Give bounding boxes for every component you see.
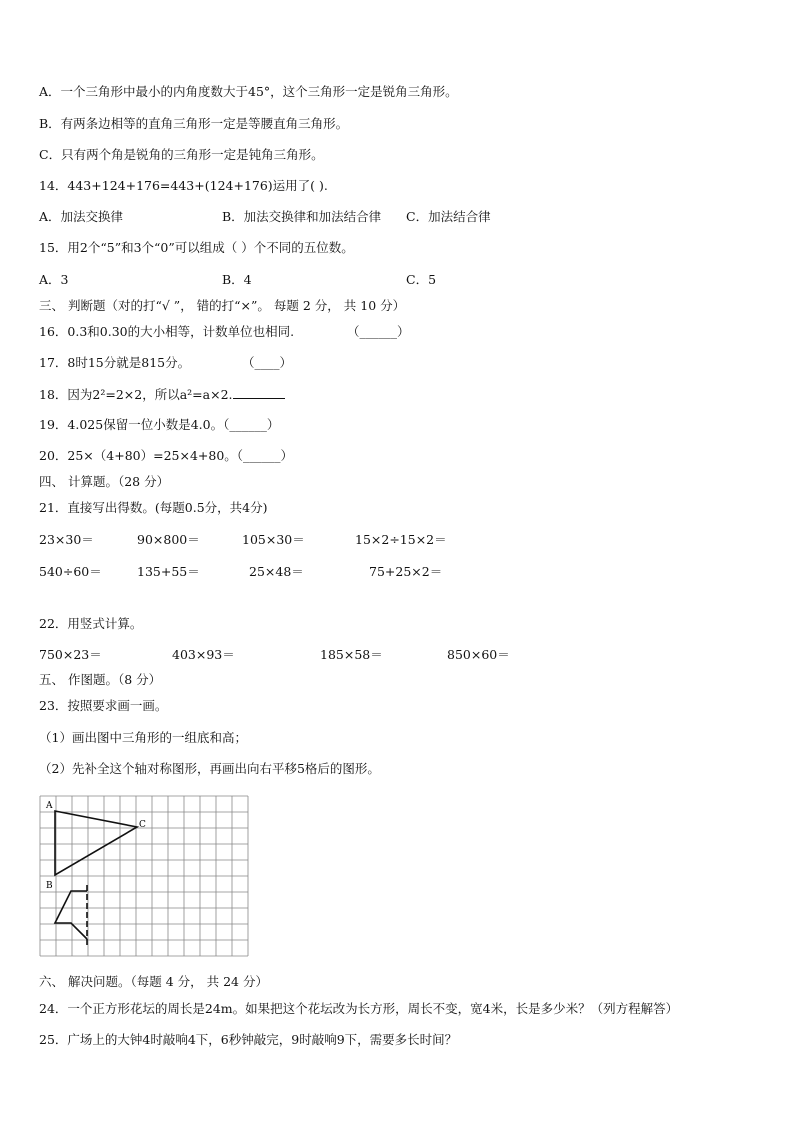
question-24: 24．一个正方形花坛的周长是24m。如果把这个花坛改为长方形，周长不变，宽4米，长是多少米？（列方程解答） bbox=[39, 1001, 679, 1016]
vertical-calc-2: 403×93＝ bbox=[172, 647, 235, 662]
question-23: 23．按照要求画一画。 bbox=[39, 698, 168, 713]
section-3-heading: 三、 判断题（对的打“√ ”， 错的打“×”。 每题 2 分， 共 10 分） bbox=[39, 298, 406, 313]
q14-option-a: A．加法交换律 bbox=[39, 209, 124, 224]
question-16: 16．0.3和0.30的大小相等，计数单位也相同. bbox=[39, 324, 295, 339]
q14-option-c: C．加法结合律 bbox=[406, 209, 491, 224]
drawing-grid-figure[interactable] bbox=[39, 795, 253, 961]
question-18 bbox=[39, 386, 285, 403]
question-21: 21．直接写出得数。(每题0.5分，共4分) bbox=[39, 500, 268, 515]
calc-r2c4: 75+25×2＝ bbox=[369, 564, 443, 579]
calc-r1c4: 15×2÷15×2＝ bbox=[355, 532, 447, 547]
q15-option-a: A．3 bbox=[39, 272, 69, 287]
calc-r2c3: 25×48＝ bbox=[249, 564, 304, 579]
q23-part-1: （1）画出图中三角形的一组底和高； bbox=[39, 730, 247, 745]
calc-r1c1: 23×30＝ bbox=[39, 532, 94, 547]
vertical-calc-4: 850×60＝ bbox=[447, 647, 510, 662]
question-15: 15．用2个“5”和3个“0”可以组成（ ）个不同的五位数。 bbox=[39, 240, 354, 255]
q15-option-b: B．4 bbox=[222, 272, 252, 287]
question-17: 17．8时15分就是815分。 bbox=[39, 355, 191, 370]
q13-option-c: C．只有两个角是锐角的三角形一定是钝角三角形。 bbox=[39, 147, 324, 162]
vertical-calc-3: 185×58＝ bbox=[320, 647, 383, 662]
calc-r2c2: 135+55＝ bbox=[137, 564, 200, 579]
q13-option-a: A．一个三角形中最小的内角度数大于45°，这个三角形一定是锐角三角形。 bbox=[39, 84, 458, 99]
q13-option-b: B．有两条边相等的直角三角形一定是等腰直角三角形。 bbox=[39, 116, 349, 131]
triangle-abc bbox=[55, 811, 137, 875]
question-25: 25．广场上的大钟4时敲响4下，6秒钟敲完，9时敲响9下，需要多长时间？ bbox=[39, 1032, 458, 1047]
vertex-label-b: B bbox=[46, 881, 53, 891]
q15-option-c: C．5 bbox=[406, 272, 437, 287]
question-20: 20．25×（4+80）=25×4+80。（______） bbox=[39, 448, 294, 463]
half-symmetric-shape bbox=[55, 891, 87, 939]
vertex-label-a: A bbox=[46, 801, 53, 811]
q18-text: 18．因为2²=2×2，所以a²=a×2. bbox=[39, 387, 233, 402]
question-22: 22．用竖式计算。 bbox=[39, 616, 143, 631]
question-19: 19．4.025保留一位小数是4.0。（______） bbox=[39, 417, 280, 432]
calc-r1c2: 90×800＝ bbox=[137, 532, 200, 547]
q17-answer-blank[interactable]: （____） bbox=[242, 355, 293, 370]
q23-part-2: （2）先补全这个轴对称图形，再画出向右平移5格后的图形。 bbox=[39, 761, 380, 776]
calc-r2c1: 540÷60＝ bbox=[39, 564, 102, 579]
q18-answer-line[interactable] bbox=[233, 386, 285, 399]
q16-answer-blank[interactable]: （______） bbox=[347, 324, 410, 339]
vertex-label-c: C bbox=[139, 820, 146, 830]
section-4-heading: 四、 计算题。（28 分） bbox=[39, 474, 170, 489]
question-14: 14．443+124+176=443+(124+176)运用了( ). bbox=[39, 178, 328, 193]
calc-r1c3: 105×30＝ bbox=[242, 532, 305, 547]
q14-option-b: B．加法交换律和加法结合律 bbox=[222, 209, 382, 224]
section-5-heading: 五、 作图题。（8 分） bbox=[39, 672, 162, 687]
vertical-calc-1: 750×23＝ bbox=[39, 647, 102, 662]
section-6-heading: 六、 解决问题。（每题 4 分， 共 24 分） bbox=[39, 974, 268, 989]
